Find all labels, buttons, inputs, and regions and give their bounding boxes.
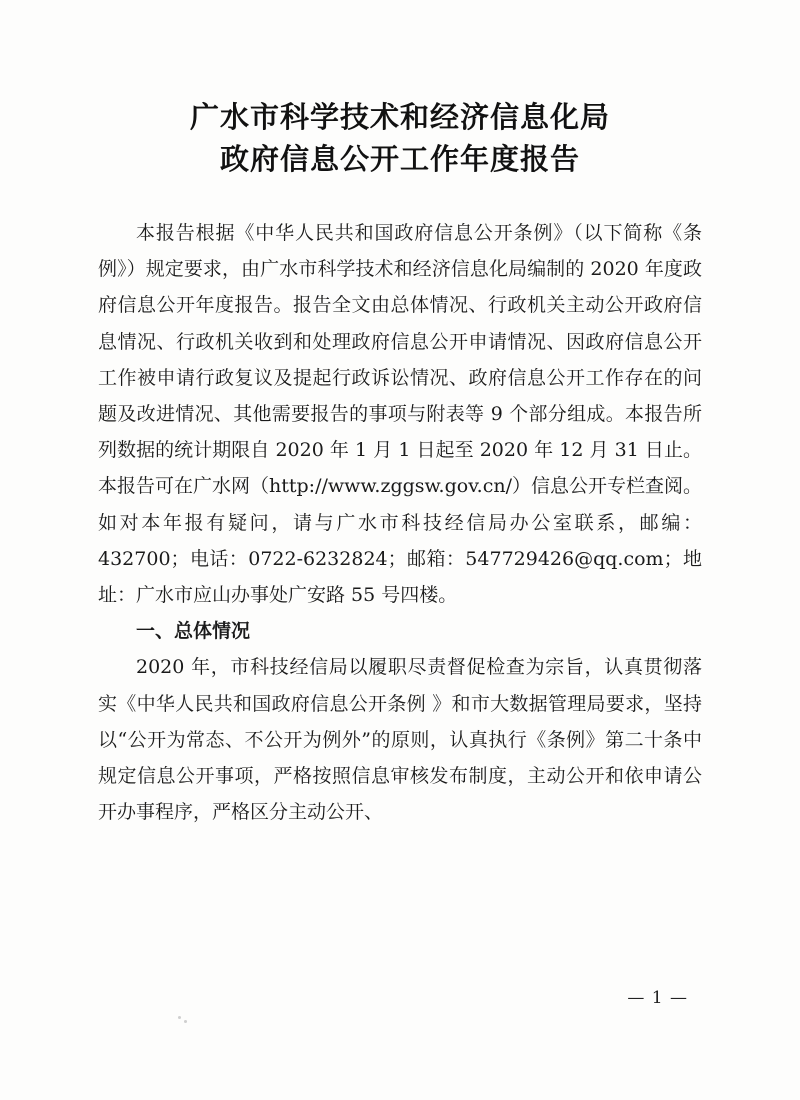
intro-paragraph: 本报告根据《中华人民共和国政府信息公开条例》（以下简称《条例》）规定要求，由广水市科学技术和经济信息化局编制的 2020 年度政府信息公开年度报告。报告全文由总体情况、行政机关主动公开政府信息情况、行政机关收到和处理政府信息公开申请情况、因政府信息公开工作被申请行政复议及提起行政诉讼情况、政府信息公开工作存在的问题及改进情况、其他需要报告的事项与附表等 9 个部分组成。本报告所列数据的统计期限自 2020 年 1 月 1 日起至 2020 年 12 月 31 日止。本报告可在广水网（http://www.zggsw.gov.cn/）信息公开专栏查阅。如对本年报有疑问，请与广水市科技经信局办公室联系，邮编：432700；电话：0722-6232824；邮箱：547729426@qq.com；地址：广水市应山办事处广安路 55 号四楼。 [98,222,702,607]
title-line-2: 政府信息公开工作年度报告 [219,142,580,176]
document-body [98,215,702,830]
page-number: — 1 — [627,988,688,1008]
scan-speck [178,1016,181,1019]
document-title [0,96,800,180]
section-heading-overview: 一、总体情况 [136,620,251,643]
overview-paragraph: 2020 年，市科技经信局以履职尽责督促检查为宗旨，认真贯彻落实《中华人民共和国政府信息公开条例 》和市大数据管理局要求，坚持以“公开为常态、不公开为例外”的原则，认真执行《条例》第二十条中规定信息公开事项，严格按照信息审核发布制度，主动公开和依申请公开办事程序，严格区分主动公开、 [98,656,702,824]
title-line-1: 广水市科学技术和经济信息化局 [189,100,610,134]
scan-speck [184,1020,187,1023]
